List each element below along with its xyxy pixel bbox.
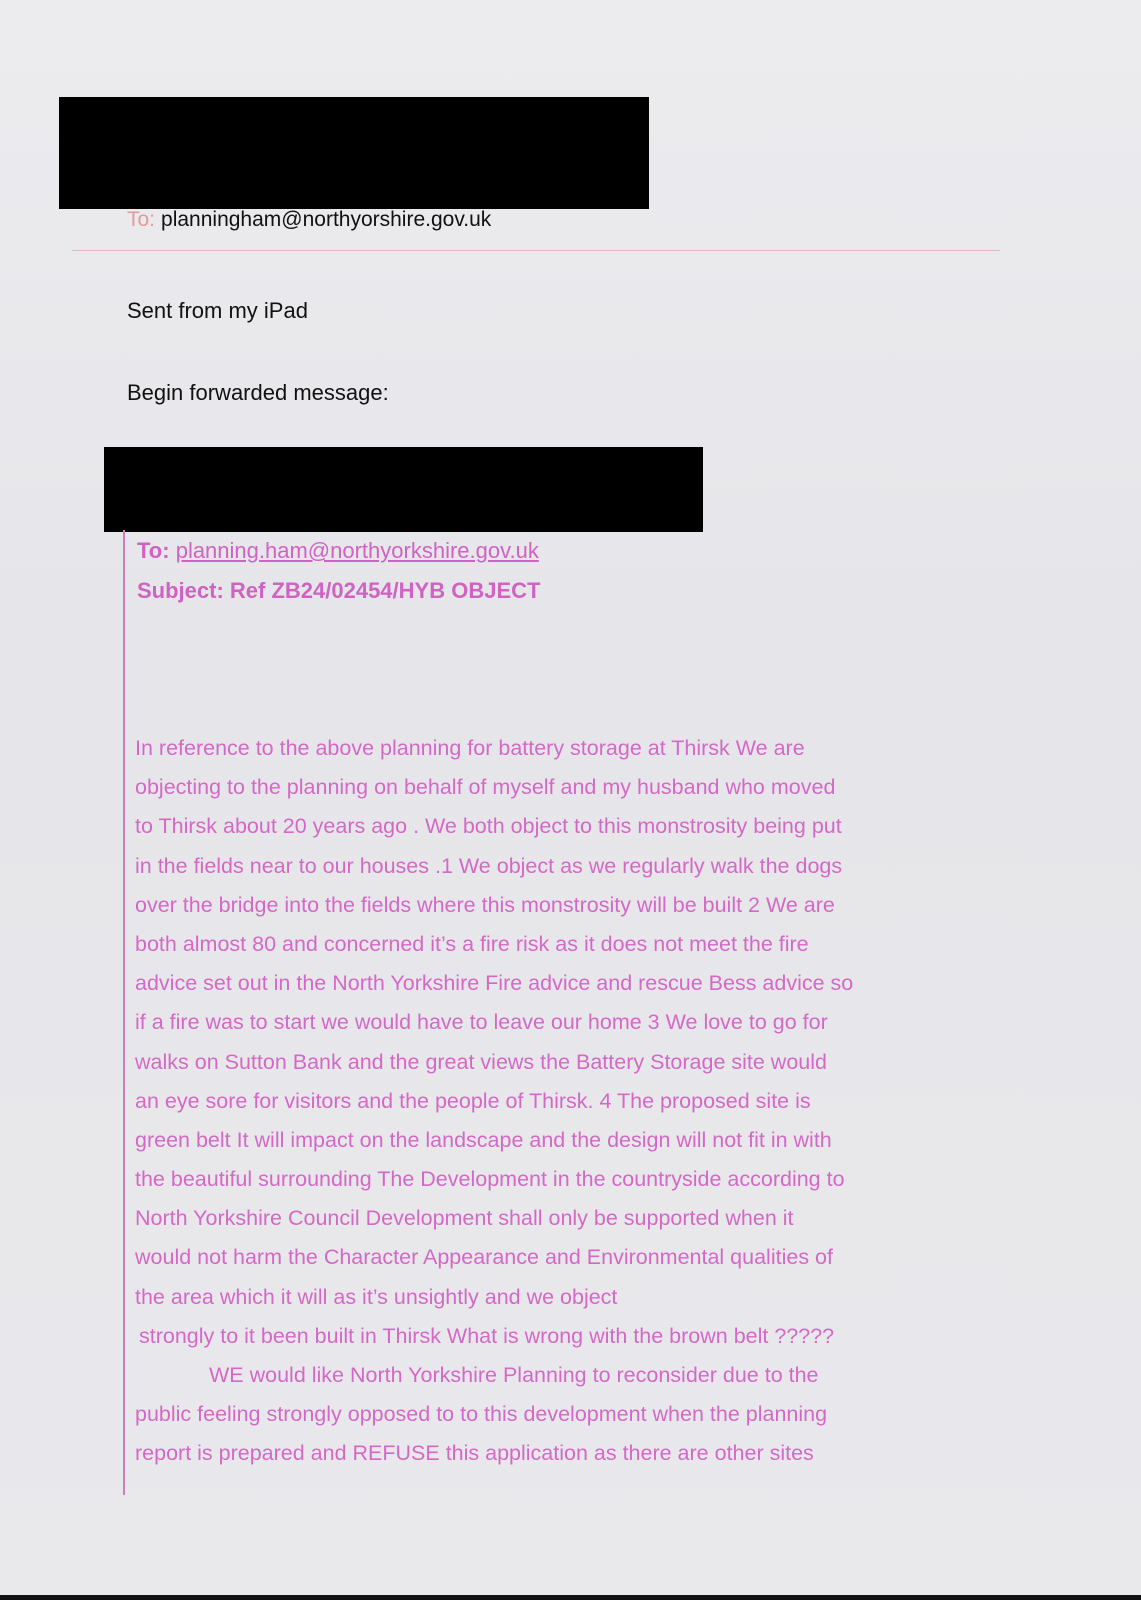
redaction-block-sender <box>59 97 649 209</box>
quote-bar <box>123 530 125 1495</box>
begin-forwarded-line: Begin forwarded message: <box>127 380 389 405</box>
redaction-block-forwarded-sender <box>104 447 703 532</box>
body-line: in the fields near to our houses .1 We object as we regularly walk the dogs <box>135 853 843 878</box>
body-line: an eye sore for visitors and the people of Thirsk. 4 The proposed site is <box>135 1088 811 1113</box>
body-line: report is prepared and REFUSE this application as there are other sites <box>135 1441 814 1466</box>
body-line: walks on Sutton Bank and the great views the Battery Storage site would <box>135 1049 827 1074</box>
to-header <box>127 208 491 232</box>
to-label: To: <box>127 208 156 231</box>
sent-from-line: Sent from my iPad <box>127 298 308 323</box>
to-address: planningham@northyorshire.gov.uk <box>161 208 492 231</box>
body-line: the area which it will as it’s unsightly and we object <box>135 1284 618 1309</box>
body-line: over the bridge into the fields where this monstrosity will be built 2 We are <box>135 892 835 917</box>
forwarded-subject: Subject: Ref ZB24/02454/HYB OBJECT <box>137 578 541 603</box>
body-line: both almost 80 and concerned it’s a fire risk as it does not meet the fire <box>135 931 809 956</box>
header-divider <box>72 250 1000 251</box>
body-line: public feeling strongly opposed to to this development when the planning <box>135 1402 828 1427</box>
body-line: WE would like North Yorkshire Planning to reconsider due to the <box>209 1363 819 1387</box>
body-line: the beautiful surrounding The Development in the countryside according to <box>135 1167 845 1192</box>
forwarded-to-label: To: <box>137 538 170 563</box>
body-line: strongly to it been built in Thirsk What is wrong with the brown belt ????? <box>139 1323 835 1348</box>
body-line: North Yorkshire Council Development shall only be supported when it <box>135 1206 794 1231</box>
forwarded-to-link[interactable]: planning.ham@northyorkshire.gov.uk <box>175 538 539 563</box>
body-line: advice set out in the North Yorkshire Fire advice and rescue Bess advice so <box>135 971 854 996</box>
forwarded-to-line <box>137 538 539 564</box>
body-line: In reference to the above planning for battery storage at Thirsk We are <box>135 736 805 760</box>
message-body <box>135 729 1015 1474</box>
body-line: green belt It will impact on the landscape and the design will not fit in with <box>135 1127 832 1152</box>
body-line: if a fire was to start we would have to leave our home 3 We love to go for <box>135 1010 828 1035</box>
scan-edge <box>0 1595 1141 1600</box>
body-line: would not harm the Character Appearance and Environmental qualities of <box>135 1245 833 1270</box>
body-line: to Thirsk about 20 years ago . We both object to this monstrosity being put <box>135 814 842 839</box>
body-line: objecting to the planning on behalf of myself and my husband who moved <box>135 775 836 800</box>
